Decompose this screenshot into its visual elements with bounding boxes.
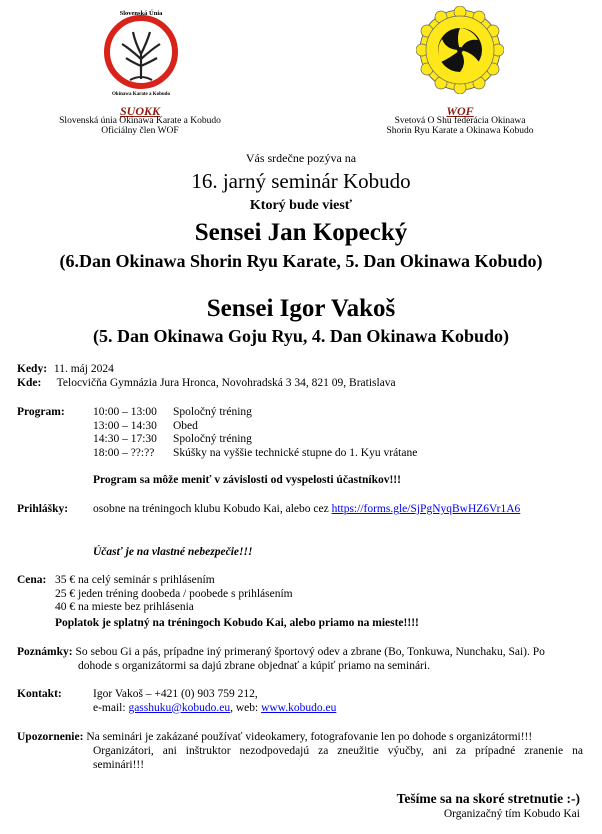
suokk-emblem-top-text: Slovenská Únia (119, 10, 163, 17)
wof-line1: Svetová O Shu federácia Okinawa (394, 116, 526, 126)
price-label: Cena: (17, 574, 47, 586)
payment-note: Poplatok je splatný na tréningoch Kobudo Kai, alebo priamo na mieste!!!! (55, 616, 419, 629)
registration-label: Prihlášky: (17, 503, 69, 515)
contact-label: Kontakt: (17, 688, 62, 700)
warning-row (17, 731, 585, 745)
price-line: 35 € na celý seminár s prihlásením (55, 574, 215, 586)
suokk-emblem (100, 4, 182, 100)
where-row (17, 377, 396, 391)
where-value: Telocvičňa Gymnázia Jura Hronca, Novohradská 3 34, 821 09, Bratislava (56, 377, 396, 389)
program-item (93, 447, 553, 461)
sensei2-name: Sensei Igor Vakoš (206, 295, 396, 322)
when-row (17, 363, 114, 377)
program-activity: Spoločný tréning (173, 433, 252, 445)
notes-label: Poznámky: (17, 646, 73, 658)
when-value: 11. máj 2024 (53, 363, 114, 375)
suokk-line2: Oficiálny člen WOF (101, 126, 179, 136)
suokk-line1: Slovenská únia Okinawa Karate a Kobudo (59, 116, 221, 126)
suokk-name: SUOKK (119, 104, 160, 118)
program-item (93, 406, 553, 420)
web-link[interactable]: www.kobudo.eu (261, 701, 337, 714)
program-label: Program: (17, 406, 65, 418)
email-prefix: e-mail: (93, 701, 126, 714)
notes-line1: So sebou Gi a pás, prípadne iný primeraný športový odev a zbrane (Bo, Tonkuwa, Nunchaku, Sai). Po (75, 646, 545, 658)
program-activity: Spoločný tréning (173, 406, 252, 418)
contact-line2 (93, 702, 336, 716)
price-list (55, 574, 419, 630)
email-link[interactable]: gasshuku@kobudo.eu (128, 701, 231, 714)
program-note: Program sa môže meniť v závislosti od vyspelosti účastníkov!!! (93, 474, 401, 486)
registration-text: osobne na tréningoch klubu Kobudo Kai, alebo cez (93, 503, 329, 515)
led-by-text: Ktorý bude viesť (249, 198, 353, 213)
program-activity: Obed (173, 419, 198, 432)
program-time: 14:30 – 17:30 (93, 433, 157, 445)
contact-line1: Igor Vakoš – +421 (0) 903 759 212, (93, 688, 258, 700)
wof-line2: Shorin Ryu Karate a Okinawa Kobudo (386, 126, 534, 136)
price-line: 40 € na mieste bez prihlásenia (55, 601, 194, 613)
notes-line2: dohode s organizátormi sa dajú zbrane objednať a kúpiť priamo na seminári. (78, 660, 430, 672)
invite-text: Vás srdečne pozýva na (245, 151, 357, 165)
wof-emblem (416, 6, 504, 94)
closing-greeting: Tešíme sa na skoré stretnutie :-) (396, 791, 580, 806)
sensei1-name: Sensei Jan Kopecký (194, 219, 408, 246)
wof-caption (360, 106, 560, 136)
registration-link[interactable]: https://forms.gle/SjPgNyqBwHZ6Vr1A6 (331, 503, 521, 515)
program-item (93, 420, 553, 434)
warning-line1: Na seminári je zakázané používať videokamery, fotografovanie len po dohode s organizátormi!!! (86, 731, 533, 743)
wof-logo (416, 6, 504, 94)
when-label: Kedy: (17, 363, 48, 375)
program-time: 18:00 – ??:?? (93, 446, 155, 459)
registration-row (93, 503, 593, 517)
program-item (93, 433, 553, 447)
closing-signature: Organizačný tím Kobudo Kai (443, 808, 580, 820)
risk-note: Účasť je na vlastné nebezpečie!!! (93, 546, 253, 558)
seminar-title: 16. jarný seminár Kobudo (191, 169, 411, 193)
program-time: 10:00 – 13:00 (93, 406, 157, 418)
where-label: Kde: (17, 377, 42, 389)
wof-name: WOF (446, 104, 474, 118)
contact-block (93, 688, 336, 715)
warning-line2: Organizátori, ani inštruktor nezodpovedajú za zneužitie výučby, ani za prípadné zranenie na (93, 745, 583, 757)
sensei2-ranks: (5. Dan Okinawa Goju Ryu, 4. Dan Okinawa Kobudo) (93, 326, 509, 346)
suokk-caption (40, 106, 240, 136)
program-list (93, 406, 553, 460)
warning-line3: seminári!!! (93, 759, 145, 771)
notes-row (17, 646, 585, 660)
web-prefix: , web: (230, 701, 259, 714)
suokk-logo (100, 4, 182, 100)
sensei1-ranks: (6.Dan Okinawa Shorin Ryu Karate, 5. Dan Okinawa Kobudo) (59, 251, 543, 271)
warning-label: Upozornenie: (17, 731, 84, 743)
suokk-emblem-bottom-text: Okinawa Karate a Kobudo (112, 92, 170, 97)
price-line: 25 € jeden tréning doobeda / poobede s prihlásením (55, 587, 293, 600)
program-time: 13:00 – 14:30 (93, 419, 157, 432)
program-activity: Skúšky na vyššie technické stupne do 1. Kyu vrátane (173, 446, 418, 459)
